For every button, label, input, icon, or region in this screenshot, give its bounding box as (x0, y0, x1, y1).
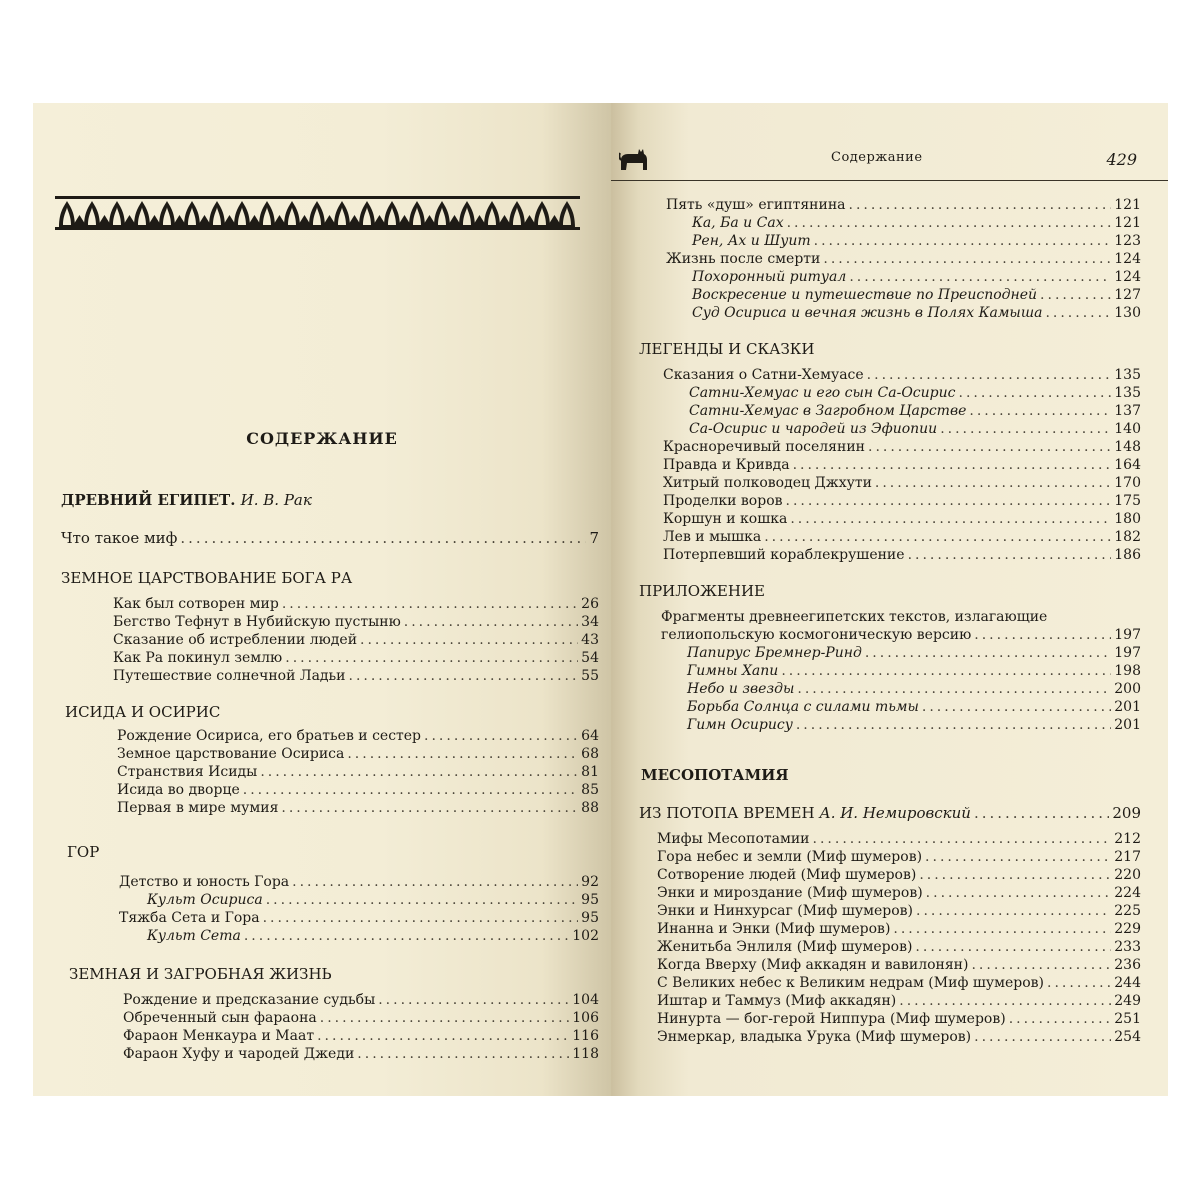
toc-entry[interactable] (663, 528, 1141, 546)
leader-dots (867, 366, 1112, 384)
toc-entry[interactable] (666, 304, 1141, 322)
toc-entry[interactable] (663, 510, 1141, 528)
entry-title: Первая в мире мумия (117, 800, 279, 816)
entry-title: Фараон Хуфу и чародей Джеди (123, 1046, 355, 1062)
toc-entry[interactable] (663, 456, 1141, 474)
page-number: 429 (1106, 150, 1137, 169)
leader-dots (243, 781, 578, 799)
section-heading-hor: ГОР (67, 843, 100, 861)
toc-entry[interactable] (113, 631, 599, 649)
entry-title: Сотворение людей (Миф шумеров) (657, 867, 917, 883)
running-header (611, 146, 1168, 181)
toc-entry[interactable] (117, 799, 599, 817)
leader-dots (959, 384, 1112, 402)
toc-entry[interactable] (657, 974, 1141, 992)
entry-page: 121 (1114, 197, 1141, 213)
section-entries-isis (117, 727, 599, 817)
entry-page: 148 (1114, 439, 1141, 455)
entry-page: 127 (1114, 287, 1141, 303)
entry-title (639, 804, 971, 822)
entry-page: 180 (1114, 511, 1141, 527)
leader-dots (263, 909, 579, 927)
part-heading-mesopotamia: МЕСОПОТАМИЯ (641, 766, 789, 784)
toc-entry[interactable] (666, 268, 1141, 286)
entry-title: Энки и мироздание (Миф шумеров) (657, 885, 923, 901)
entry-title: Энмеркар, владыка Урука (Миф шумеров) (657, 1029, 972, 1045)
cat-icon (619, 146, 649, 172)
left-page (33, 103, 611, 1096)
entry-page: 7 (589, 529, 599, 547)
entry-title: Жизнь после смерти (666, 251, 821, 267)
entry-title: Культ Сета (147, 928, 241, 944)
leader-dots (317, 1027, 569, 1045)
toc-entry[interactable] (657, 920, 1141, 938)
entry-title: Красноречивый поселянин (663, 439, 865, 455)
entry-page: 244 (1114, 975, 1141, 991)
toc-entry[interactable] (663, 366, 1141, 384)
section-entries-mesopotamia (657, 830, 1141, 1046)
leader-dots (781, 662, 1111, 680)
entry-page: 170 (1114, 475, 1141, 491)
leader-dots (790, 510, 1111, 528)
entry-title: Что такое миф (61, 529, 178, 547)
entry-title: гелиопольскую космогоническую версию (661, 627, 972, 643)
leader-dots (865, 644, 1111, 662)
toc-entry[interactable] (123, 1045, 599, 1063)
toc-entry[interactable] (663, 474, 1141, 492)
toc-entry[interactable] (117, 745, 599, 763)
leader-dots (357, 1045, 569, 1063)
entry-page: 186 (1114, 547, 1141, 563)
toc-entry-intro[interactable] (61, 529, 599, 547)
entry-page: 198 (1114, 663, 1141, 679)
ornament-border (55, 193, 580, 233)
toc-entry[interactable] (663, 420, 1141, 438)
toc-entry[interactable] (657, 938, 1141, 956)
flood-author: А. И. Немировский (819, 804, 971, 822)
entry-page: 121 (1114, 215, 1141, 231)
entry-page: 212 (1114, 831, 1141, 847)
ornament-svg (55, 193, 580, 233)
leader-dots (320, 1009, 570, 1027)
toc-entry[interactable] (661, 662, 1141, 680)
section-entries-life (123, 991, 599, 1063)
entry-page: 201 (1114, 699, 1141, 715)
toc-entry[interactable] (657, 902, 1141, 920)
section-heading-legends: ЛЕГЕНДЫ И СКАЗКИ (639, 340, 815, 358)
entry-title: Гимн Осирису (687, 717, 793, 733)
leader-dots (974, 1028, 1111, 1046)
running-head: Содержание (831, 150, 923, 165)
leader-dots (974, 626, 1111, 644)
leader-dots (1045, 304, 1111, 322)
entry-page: 81 (581, 764, 599, 780)
leader-dots (793, 456, 1112, 474)
leader-dots (360, 631, 578, 649)
entry-title: Сатни-Хемуас в Загробном Царстве (689, 403, 967, 419)
toc-entry[interactable] (657, 956, 1141, 974)
leader-dots (404, 613, 578, 631)
toc-entry[interactable] (663, 492, 1141, 510)
leader-dots (347, 745, 578, 763)
toc-entry[interactable] (117, 763, 599, 781)
leader-dots (893, 920, 1111, 938)
entry-title: Тяжба Сета и Гора (119, 910, 260, 926)
toc-entry[interactable] (666, 196, 1141, 214)
toc-entry[interactable] (123, 1009, 599, 1027)
toc-entry[interactable] (666, 214, 1141, 232)
entry-page: 197 (1114, 645, 1141, 661)
entry-title: Суд Осириса и вечная жизнь в Полях Камыша (692, 305, 1043, 321)
toc-entry[interactable] (661, 644, 1141, 662)
entry-title: Женитьба Энлиля (Миф шумеров) (657, 939, 913, 955)
entry-title: Рождение Осириса, его братьев и сестер (117, 728, 422, 744)
entry-page: 233 (1114, 939, 1141, 955)
toc-entry[interactable] (113, 667, 599, 685)
entry-title: Са-Осирис и чародей из Эфиопии (689, 421, 938, 437)
section-heading-isis: ИСИДА И ОСИРИС (65, 703, 221, 721)
entry-title: Культ Осириса (147, 892, 263, 908)
right-toc (639, 196, 1141, 1046)
leader-dots (764, 528, 1111, 546)
entry-page: 135 (1114, 385, 1141, 401)
toc-entry[interactable] (113, 649, 599, 667)
toc-entry[interactable] (119, 909, 599, 927)
entry-page: 217 (1114, 849, 1141, 865)
appendix-lead-line1 (661, 608, 1141, 626)
toc-entry[interactable] (113, 613, 599, 631)
leader-dots (814, 232, 1112, 250)
entry-page: 123 (1114, 233, 1141, 249)
entry-page: 229 (1114, 921, 1141, 937)
entry-title: Фараон Менкаура и Маат (123, 1028, 315, 1044)
entry-title: Коршун и кошка (663, 511, 788, 527)
leader-dots (969, 402, 1111, 420)
leader-dots (926, 884, 1112, 902)
entry-page: 135 (1114, 367, 1141, 383)
toc-entry[interactable] (123, 991, 599, 1009)
entry-title: С Великих небес к Великим недрам (Миф шумеров) (657, 975, 1045, 991)
entry-title: Исида во дворце (117, 782, 240, 798)
entry-page: 85 (581, 782, 599, 798)
entry-page: 64 (581, 728, 599, 744)
entry-page: 225 (1114, 903, 1141, 919)
entry-page: 118 (572, 1046, 599, 1062)
leader-dots (292, 873, 578, 891)
entry-page: 26 (581, 596, 599, 612)
entry-title: Проделки воров (663, 493, 783, 509)
entry-title: Когда Вверху (Миф аккадян и вавилонян) (657, 957, 969, 973)
entry-title: Сатни-Хемуас и его сын Са-Осирис (689, 385, 956, 401)
toc-entry[interactable] (663, 402, 1141, 420)
leader-dots (940, 420, 1111, 438)
entry-title: Бегство Тефнут в Нубийскую пустыню (113, 614, 401, 630)
leader-dots (899, 992, 1111, 1010)
toc-title: СОДЕРЖАНИЕ (246, 429, 398, 448)
section-entries-appendix (661, 608, 1141, 734)
leader-dots (971, 956, 1111, 974)
section-heading-ra: ЗЕМНОЕ ЦАРСТВОВАНИЕ БОГА РА (61, 569, 353, 587)
part-title: ДРЕВНИЙ ЕГИПЕТ. (61, 491, 236, 509)
part-author: И. В. Рак (240, 491, 312, 509)
toc-entry[interactable] (657, 1010, 1141, 1028)
toc-entry[interactable] (117, 727, 599, 745)
section-heading-life: ЗЕМНАЯ И ЗАГРОБНАЯ ЖИЗНЬ (69, 965, 332, 983)
leader-dots (974, 804, 1109, 822)
entry-title: Потерпевший кораблекрушение (663, 547, 905, 563)
leader-dots (915, 938, 1111, 956)
leader-dots (813, 830, 1112, 848)
leader-dots (260, 763, 578, 781)
leader-dots (1047, 974, 1111, 992)
toc-entry-flood[interactable] (639, 804, 1141, 822)
entry-title: Гора небес и земли (Миф шумеров) (657, 849, 923, 865)
entry-page: 236 (1114, 957, 1141, 973)
entry-page: 102 (572, 928, 599, 944)
entry-page: 124 (1114, 269, 1141, 285)
entry-page: 34 (581, 614, 599, 630)
entry-page: 164 (1114, 457, 1141, 473)
flood-title: ИЗ ПОТОПА ВРЕМЕН (639, 804, 815, 822)
toc-entry[interactable] (666, 250, 1141, 268)
leader-dots (1040, 286, 1111, 304)
entry-page: 104 (572, 992, 599, 1008)
toc-entry[interactable] (663, 438, 1141, 456)
leader-dots (266, 891, 578, 909)
toc-entry[interactable] (661, 698, 1141, 716)
leader-dots (919, 866, 1111, 884)
toc-entry[interactable] (657, 830, 1141, 848)
entry-title: Лев и мышка (663, 529, 762, 545)
toc-entry[interactable] (657, 992, 1141, 1010)
leader-dots (868, 438, 1111, 456)
leader-dots (1009, 1010, 1112, 1028)
entry-title: Энки и Нинхурсаг (Миф шумеров) (657, 903, 913, 919)
entry-page: 43 (581, 632, 599, 648)
leader-dots (282, 595, 578, 613)
leader-dots (180, 529, 586, 547)
entry-title: Гимны Хапи (687, 663, 779, 679)
entry-title: Инанна и Энки (Миф шумеров) (657, 921, 891, 937)
entry-title: Детство и юность Гора (119, 874, 290, 890)
entry-title: Как Ра покинул землю (113, 650, 283, 666)
entry-page: 220 (1114, 867, 1141, 883)
leader-dots (916, 902, 1111, 920)
entry-title: Похоронный ритуал (692, 269, 847, 285)
entry-title: Иштар и Таммуз (Миф аккадян) (657, 993, 897, 1009)
entry-title: Воскресение и путешествие по Преисподней (692, 287, 1038, 303)
top-entries (666, 196, 1141, 322)
leader-dots (378, 991, 569, 1009)
entry-title: Пять «душ» египтянина (666, 197, 846, 213)
leader-dots (823, 250, 1111, 268)
entry-title: Фрагменты древнеегипетских текстов, излагающие (661, 609, 1048, 625)
entry-page: 137 (1114, 403, 1141, 419)
entry-title: Небо и звезды (687, 681, 795, 697)
entry-page: 224 (1114, 885, 1141, 901)
entry-title: Борьба Солнца с силами тьмы (687, 699, 919, 715)
leader-dots (875, 474, 1111, 492)
section-entries-legends (663, 366, 1141, 564)
leader-dots (908, 546, 1112, 564)
entry-title: Земное царствование Осириса (117, 746, 345, 762)
leader-dots (424, 727, 578, 745)
entry-page: 130 (1114, 305, 1141, 321)
toc-entry[interactable] (119, 927, 599, 945)
toc-entry[interactable] (117, 781, 599, 799)
entry-title: Как был сотворен мир (113, 596, 279, 612)
entry-page: 182 (1114, 529, 1141, 545)
section-entries-ra (113, 595, 599, 685)
leader-dots (925, 848, 1111, 866)
toc-entry[interactable] (661, 680, 1141, 698)
entry-title: Рождение и предсказание судьбы (123, 992, 376, 1008)
right-page (611, 103, 1168, 1096)
toc-entry[interactable] (657, 848, 1141, 866)
entry-title: Странствия Исиды (117, 764, 258, 780)
entry-page: 251 (1114, 1011, 1141, 1027)
toc-entry[interactable] (663, 384, 1141, 402)
toc-entry[interactable] (113, 595, 599, 613)
book-spread (33, 103, 1168, 1096)
toc-entry[interactable] (119, 873, 599, 891)
leader-dots (349, 667, 579, 685)
entry-page: 124 (1114, 251, 1141, 267)
entry-title: Рен, Ах и Шуит (692, 233, 811, 249)
toc-entry[interactable] (657, 884, 1141, 902)
entry-page: 249 (1114, 993, 1141, 1009)
entry-page: 54 (581, 650, 599, 666)
leader-dots (849, 268, 1111, 286)
toc-entry[interactable] (123, 1027, 599, 1045)
entry-title: Папирус Бремнер-Ринд (687, 645, 862, 661)
leader-dots (281, 799, 578, 817)
toc-entry[interactable] (657, 1028, 1141, 1046)
leader-dots (796, 716, 1111, 734)
leader-dots (922, 698, 1111, 716)
toc-entry[interactable] (663, 546, 1141, 564)
entry-page: 175 (1114, 493, 1141, 509)
leader-dots (285, 649, 578, 667)
entry-title: Мифы Месопотамии (657, 831, 810, 847)
entry-title: Нинурта — бог-герой Ниппура (Миф шумеров) (657, 1011, 1006, 1027)
toc-entry[interactable] (661, 626, 1141, 644)
entry-title: Обреченный сын фараона (123, 1010, 317, 1026)
entry-page: 197 (1114, 627, 1141, 643)
entry-title: Правда и Кривда (663, 457, 790, 473)
entry-page: 254 (1114, 1029, 1141, 1045)
entry-page: 201 (1114, 717, 1141, 733)
entry-page: 95 (581, 910, 599, 926)
entry-page: 140 (1114, 421, 1141, 437)
leader-dots (787, 214, 1112, 232)
entry-page: 106 (572, 1010, 599, 1026)
left-toc (61, 491, 599, 1063)
entry-page: 92 (581, 874, 599, 890)
leader-dots (244, 927, 569, 945)
entry-page: 95 (581, 892, 599, 908)
toc-entry[interactable] (119, 891, 599, 909)
leader-dots (786, 492, 1112, 510)
entry-title: Сказание об истреблении людей (113, 632, 358, 648)
entry-title: Путешествие солнечной Ладьи (113, 668, 346, 684)
entry-page: 88 (581, 800, 599, 816)
section-entries-hor (119, 873, 599, 945)
entry-title: Сказания о Сатни-Хемуасе (663, 367, 864, 383)
toc-entry[interactable] (666, 286, 1141, 304)
part-heading (61, 491, 599, 509)
entry-page: 55 (581, 668, 599, 684)
entry-page: 209 (1112, 804, 1141, 822)
section-heading-appendix: ПРИЛОЖЕНИЕ (639, 582, 765, 600)
toc-entry[interactable] (661, 716, 1141, 734)
toc-entry[interactable] (666, 232, 1141, 250)
leader-dots (797, 680, 1111, 698)
entry-page: 200 (1114, 681, 1141, 697)
entry-page: 116 (572, 1028, 599, 1044)
toc-entry[interactable] (657, 866, 1141, 884)
entry-title: Хитрый полководец Джхути (663, 475, 872, 491)
entry-title: Ка, Ба и Сах (692, 215, 784, 231)
entry-page: 68 (581, 746, 599, 762)
leader-dots (849, 196, 1112, 214)
